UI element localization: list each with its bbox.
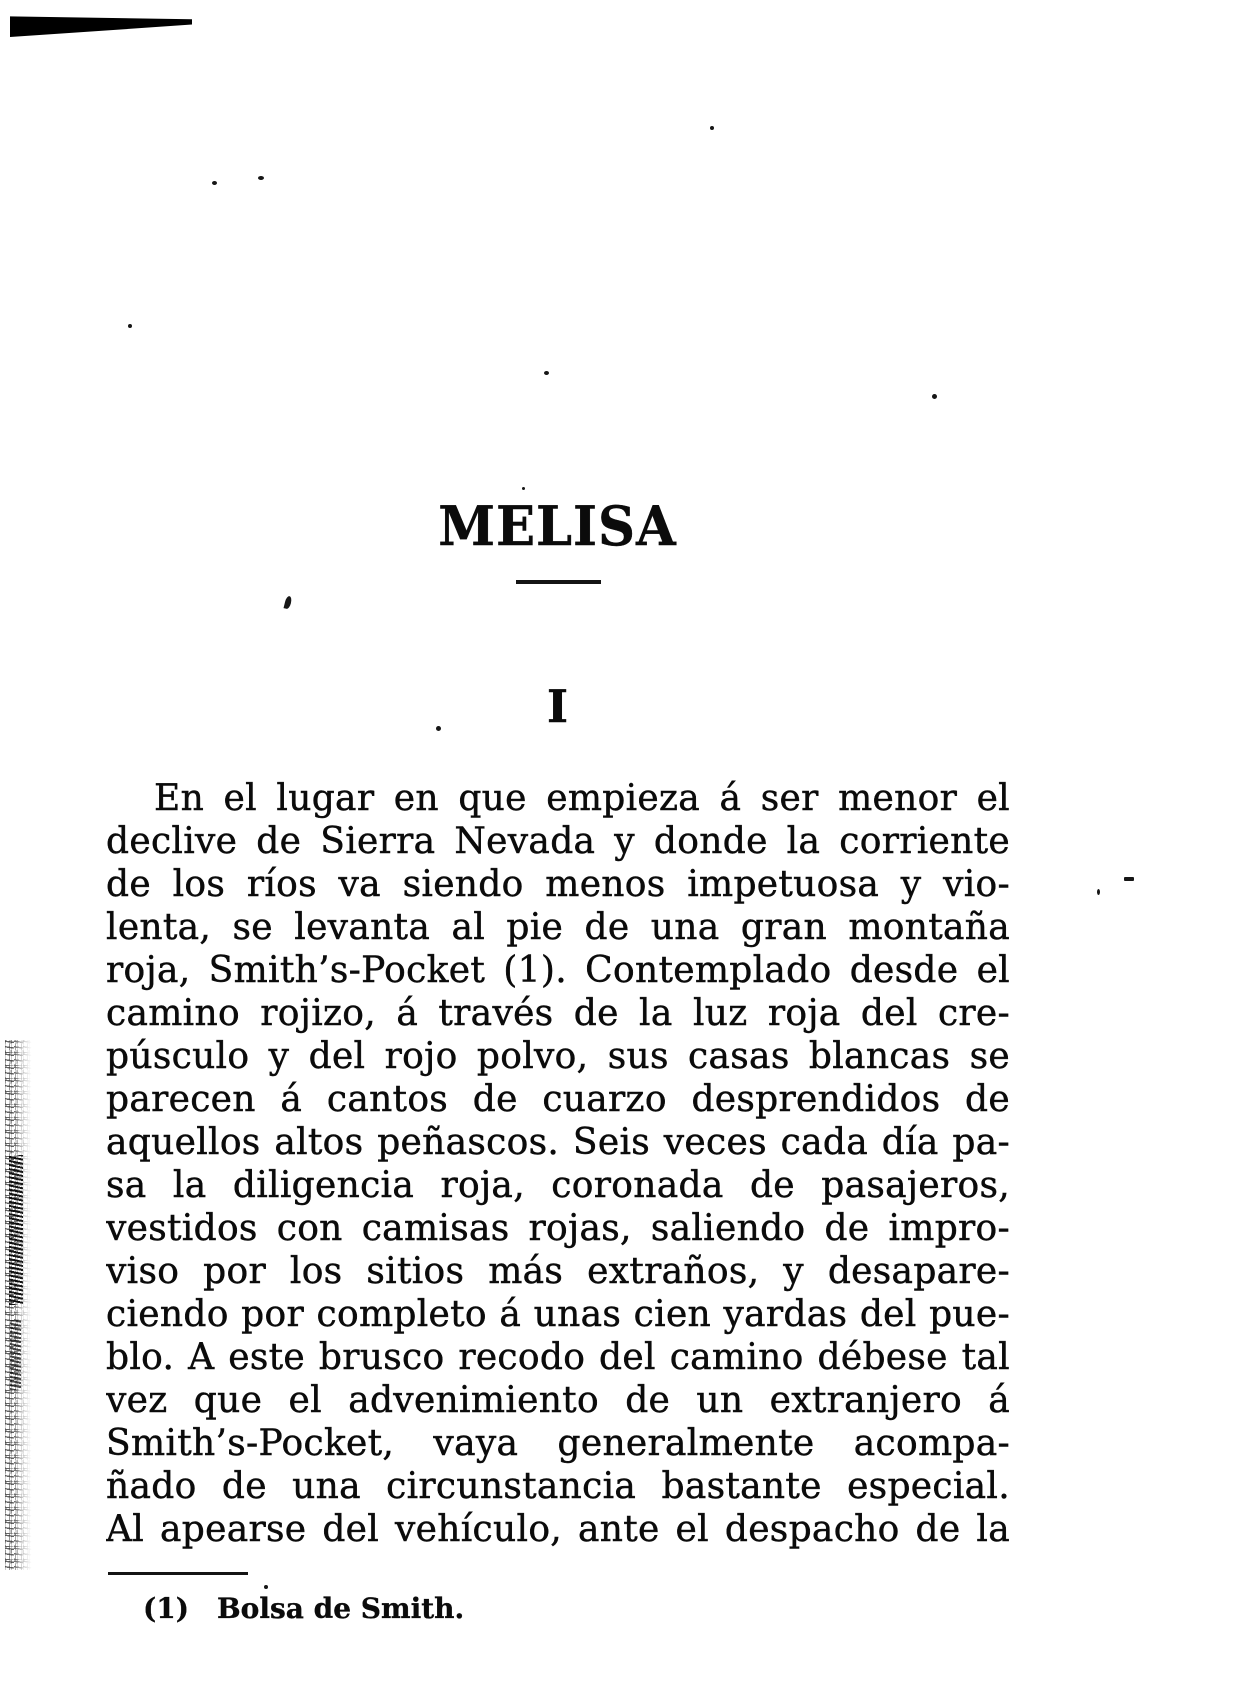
scan-speck <box>128 324 132 328</box>
text-line: camino rojizo, á través de la luz roja del cre- <box>106 993 1010 1034</box>
scan-artifact-corner-wedge <box>10 14 192 38</box>
scan-noise-blob <box>9 1155 23 1305</box>
scan-speck <box>264 1585 268 1589</box>
text-line: púsculo y del rojo polvo, sus casas blancas se <box>106 1036 1010 1077</box>
body-paragraph <box>106 777 1010 1551</box>
text-line: roja, Smith’s-Pocket (1). Contemplado desde el <box>106 950 1010 991</box>
scan-speck <box>932 394 937 399</box>
text-line: viso por los sitios más extraños, y desapare- <box>106 1251 1010 1292</box>
text-line: ciendo por completo á unas cien yardas del pue- <box>106 1294 1010 1335</box>
page-title: MELISA <box>438 494 677 558</box>
scan-speck <box>710 126 714 130</box>
scan-speck <box>544 371 549 375</box>
scan-speck <box>522 487 525 490</box>
text-line: Al apearse del vehículo, ante el despacho de la <box>106 1509 1010 1550</box>
scan-speck-quote <box>284 595 293 609</box>
text-line: vez que el advenimiento de un extranjero á <box>106 1380 1010 1421</box>
text-line: Smith’s-Pocket, vaya generalmente acompa- <box>106 1423 1010 1464</box>
text-line: lenta, se levanta al pie de una gran montaña <box>106 907 1010 948</box>
text-line: sa la diligencia roja, coronada de pasajeros, <box>106 1165 1010 1206</box>
text-line: blo. A este brusco recodo del camino débese tal <box>106 1337 1010 1378</box>
scan-noise-left-edge <box>5 1040 33 1570</box>
scan-speck-dash <box>1124 877 1134 881</box>
footnote-marker: (1) <box>143 1592 189 1625</box>
scan-noise-blob <box>10 1320 21 1390</box>
text-line: aquellos altos peñascos. Seis veces cada día pa- <box>106 1122 1010 1163</box>
scan-speck <box>1097 889 1100 895</box>
text-line: de los ríos va siendo menos impetuosa y vio- <box>106 864 1010 905</box>
text-line: En el lugar en que empieza á ser menor el <box>154 778 1010 819</box>
chapter-numeral: I <box>546 680 569 733</box>
scan-speck <box>212 181 217 185</box>
title-divider-rule <box>516 580 601 584</box>
footnote-text: Bolsa de Smith. <box>216 1592 465 1625</box>
text-line: declive de Sierra Nevada y donde la corriente <box>106 821 1010 862</box>
text-line: parecen á cantos de cuarzo desprendidos de <box>106 1079 1010 1120</box>
footnote <box>143 1593 464 1625</box>
scan-speck <box>258 176 264 180</box>
text-line: ñado de una circunstancia bastante especial. <box>106 1466 1010 1507</box>
footnote-divider-rule <box>108 1572 248 1575</box>
text-line: vestidos con camisas rojas, saliendo de impro- <box>106 1208 1010 1249</box>
